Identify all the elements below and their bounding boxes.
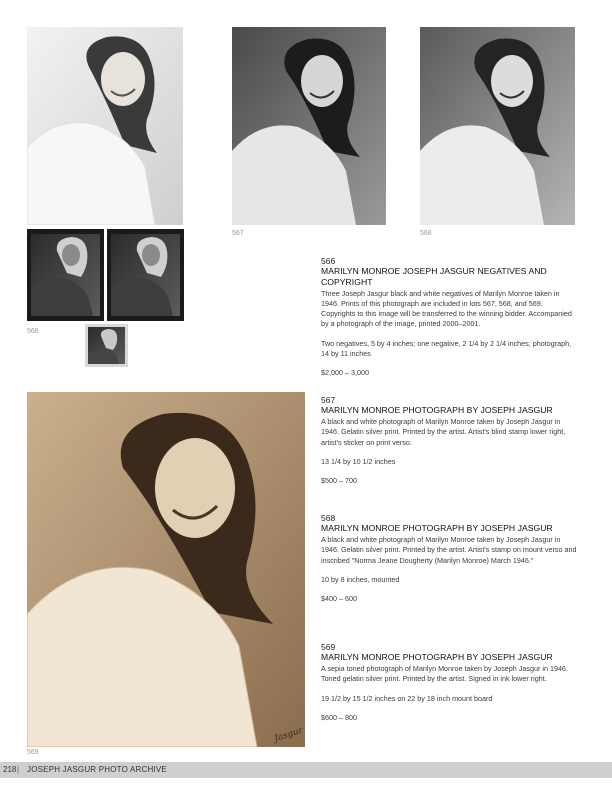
lot-dimensions: 13 1/4 by 10 1/2 inches [321,456,396,466]
lot-description: A sepia toned photograph of Marilyn Monroe taken by Joseph Jasgur in 1946. Toned gelatin silver print. Printed by the artist. Signed in ink lower right. [321,664,568,684]
lot-567 [321,396,577,495]
caption-568: 568 [420,230,432,237]
lot-title: MARILYN MONROE JOSEPH JASGUR NEGATIVES AND COPYRIGHT [321,266,547,288]
lot-number: 566 [321,256,336,266]
page-number: 218 [3,765,17,774]
negative-2 [107,229,184,321]
lot-estimate: $2,000 – 3,000 [321,368,369,378]
photo-566-print [27,27,183,225]
caption-566: 566 [27,328,39,335]
lot-estimate: $400 – 600 [321,593,357,603]
lot-number: 567 [321,395,336,405]
lot-description: A black and white photograph of Marilyn Monroe taken by Joseph Jasgur in 1946. Gelatin silver print. Printed by the artist. Artist's stamp on mount verso and inscribed "Norma Jeane Dougherty (Marilyn Monroe) March 1946." [321,535,577,565]
lot-number: 568 [321,513,336,523]
photo-567 [232,27,386,225]
publication-title: JOSEPH JASGUR PHOTO ARCHIVE [27,765,167,774]
lot-dimensions: Two negatives, 5 by 4 inches; one negative, 2 1/4 by 2 1/4 inches; photograph, 14 by 11 inches [321,338,572,358]
page-footer [0,762,612,778]
negative-1 [27,229,104,321]
lot-dimensions: 10 by 8 inches, mounted [321,574,400,584]
caption-567: 567 [232,230,244,237]
photo-568 [420,27,575,225]
lot-number: 569 [321,642,336,652]
caption-569: 569 [27,749,39,756]
footer-separator: | [17,765,20,774]
lot-title: MARILYN MONROE PHOTOGRAPH BY JOSEPH JASGUR [321,523,553,534]
lot-title: MARILYN MONROE PHOTOGRAPH BY JOSEPH JASGUR [321,405,553,416]
negative-3 [85,324,128,367]
photo-569 [27,392,305,747]
lot-description: Three Joseph Jasgur black and white negatives of Marilyn Monroe taken in 1946. Prints of this photograph are included in lots 567, 568, and 569. Copyrights to this image will be transferred to the winning bidder. Accompanied by a photograph of the image, printed 2000–2001. [321,288,572,329]
lot-title: MARILYN MONROE PHOTOGRAPH BY JOSEPH JASGUR [321,652,553,663]
lot-estimate: $500 – 700 [321,475,357,485]
signature: Jasgur [273,725,305,745]
lot-568 [321,514,577,613]
lot-566 [321,257,577,387]
lot-description: A black and white photograph of Marilyn Monroe taken by Joseph Jasgur in 1946. Gelatin silver print. Printed by the artist. Artist's blind stamp lower right, artist's sticker on print verso. [321,417,566,447]
lot-estimate: $600 – 800 [321,712,357,722]
lot-569 [321,643,577,732]
lot-dimensions: 19 1/2 by 15 1/2 inches on 22 by 18 inch mount board [321,693,493,703]
